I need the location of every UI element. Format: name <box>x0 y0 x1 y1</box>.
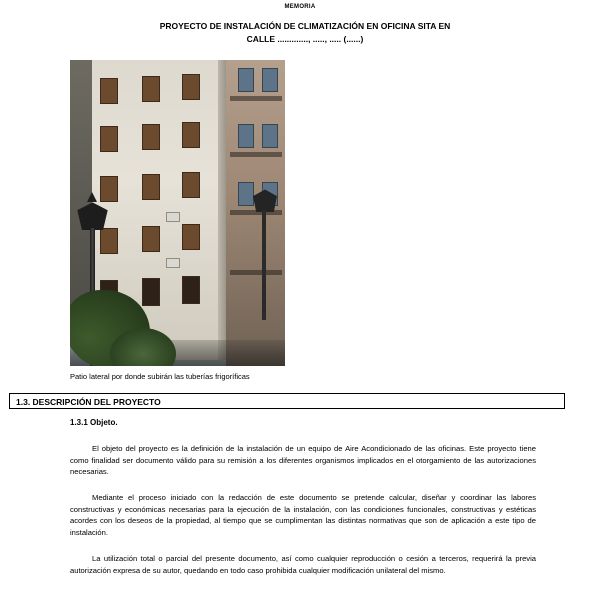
streetlamp-pole-secondary <box>262 210 266 320</box>
photo-window <box>142 226 160 252</box>
photo-window <box>182 224 200 250</box>
photo-window <box>100 176 118 202</box>
photo-window <box>100 228 118 254</box>
figure-caption: Patio lateral por donde subirán las tuberías frigoríficas <box>70 372 250 381</box>
photo-illustration <box>70 60 285 366</box>
photo-window <box>182 74 200 100</box>
photo-ac-unit <box>166 258 180 268</box>
photo-window <box>142 278 160 306</box>
figure-photo <box>70 60 285 366</box>
section-heading-text: 1.3. DESCRIPCIÓN DEL PROYECTO <box>16 397 161 407</box>
photo-window <box>142 174 160 200</box>
subsection-heading: 1.3.1 Objeto. <box>70 418 118 427</box>
paragraph-objeto-3: La utilización total o parcial del presente documento, así como cualquier reproducción o cesión a terceros, requerirá la previa autorización expresa de su autor, quedando en todo caso prohibida cualquier modificación unilateral del mismo. <box>70 554 536 575</box>
photo-ac-unit <box>166 212 180 222</box>
photo-window <box>262 124 278 148</box>
photo-left-building <box>70 60 92 328</box>
page-title-line-2: CALLE ............., ....., ..... (......) <box>246 34 364 44</box>
paragraph-objeto-2: Mediante el proceso iniciado con la redacción de este documento se pretende calcular, diseñar y coordinar las labores constructivas y económicas necesarias para la ejecución de la instalación, con las condiciones funcionales, constructivas y estéticas acordes con los deseos de la propiedad, al tiempo que se cumplimentan las distintas normativas que son de aplicación a este tipo de instalación. <box>70 493 536 537</box>
photo-window <box>142 76 160 102</box>
photo-facade-edge <box>218 60 226 360</box>
page-title-line-1: PROYECTO DE INSTALACIÓN DE CLIMATIZACIÓN EN OFICINA SITA EN <box>159 21 451 31</box>
photo-window <box>182 276 200 304</box>
section-heading-box <box>9 393 565 409</box>
photo-window <box>238 124 254 148</box>
page-title <box>95 20 515 46</box>
photo-balcony <box>230 96 282 101</box>
document-header-tag: MEMORIA <box>284 4 316 10</box>
photo-window <box>262 68 278 92</box>
photo-window <box>142 124 160 150</box>
photo-window <box>238 182 254 206</box>
photo-window <box>182 122 200 148</box>
paragraph-objeto-1: El objeto del proyecto es la definición de la instalación de un equipo de Aire Acondicionado de las oficinas. Este proyecto tiene como finalidad ser documento válido para su remisión a los diferentes organismos implicados en el otorgamiento de las autorizaciones necesarias. <box>70 444 536 477</box>
photo-balcony <box>230 270 282 275</box>
photo-window <box>100 126 118 152</box>
photo-window <box>182 172 200 198</box>
photo-window <box>100 78 118 104</box>
photo-window <box>238 68 254 92</box>
photo-balcony <box>230 152 282 157</box>
